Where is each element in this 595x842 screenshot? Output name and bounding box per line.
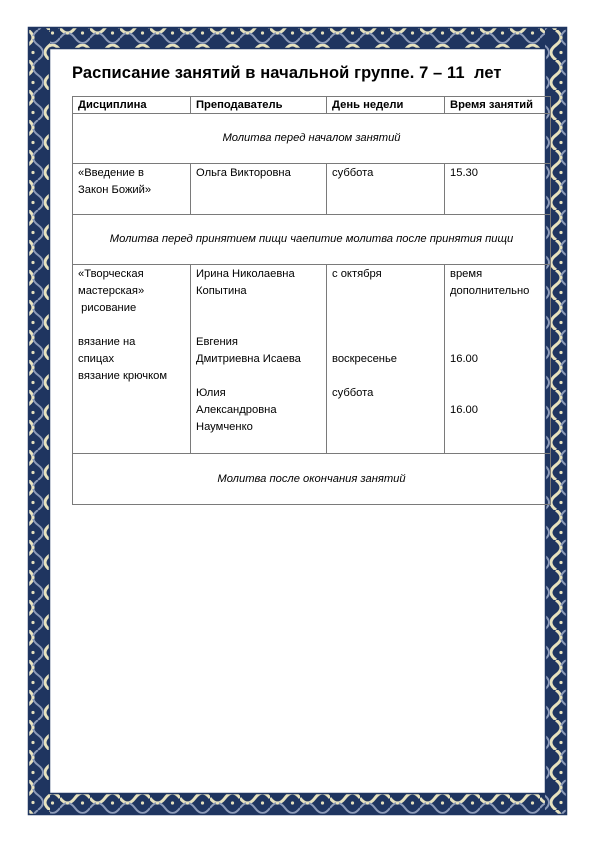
header-time: Время занятий <box>445 97 551 114</box>
teacher-line: Александровна <box>196 404 277 416</box>
time-line: 16.00 <box>450 404 478 416</box>
border-top <box>28 27 567 49</box>
discipline-cell <box>73 164 191 215</box>
schedule-table <box>72 96 551 505</box>
discipline-cell <box>73 265 191 454</box>
day-line: суббота <box>332 387 374 399</box>
teacher-line: Копытина <box>196 285 247 297</box>
table-row-creative-workshop <box>73 265 551 454</box>
teacher-cell <box>191 265 327 454</box>
table-row-prayer-before <box>73 114 551 164</box>
discipline-line: «Творческая <box>78 268 144 280</box>
time-line: дополнительно <box>450 285 530 297</box>
discipline-line: мастерская» <box>78 285 145 297</box>
time-line: 16.00 <box>450 353 478 365</box>
header-day: День недели <box>327 97 445 114</box>
table-row-law-of-god <box>73 164 551 215</box>
day-line: с октября <box>332 268 382 280</box>
prayer-after-text: Молитва после окончания занятий <box>73 454 551 505</box>
teacher-line: Евгения <box>196 336 238 348</box>
border-left <box>28 27 50 815</box>
teacher-line: Дмитриевна Исаева <box>196 353 301 365</box>
discipline-line: «Введение в <box>78 167 144 179</box>
teacher-line: Наумченко <box>196 421 253 433</box>
discipline-line: вязание крючком <box>78 370 168 382</box>
document-content <box>72 58 550 505</box>
time-cell: 15.30 <box>445 164 551 215</box>
day-line: воскресенье <box>332 353 398 365</box>
document-title: Расписание занятий в начальной группе. 7 – 11 лет <box>72 64 502 82</box>
border-bottom <box>28 793 567 815</box>
prayer-meal-text: Молитва перед принятием пищи чаепитие молитва после принятия пищи <box>73 215 551 265</box>
table-row-prayer-after <box>73 454 551 505</box>
day-cell <box>327 265 445 454</box>
header-discipline: Дисциплина <box>73 97 191 114</box>
time-cell <box>445 265 551 454</box>
teacher-cell: Ольга Викторовна <box>191 164 327 215</box>
table-header-row <box>73 97 551 114</box>
discipline-line: спицах <box>78 353 115 365</box>
discipline-line: Закон Божий» <box>78 184 152 196</box>
prayer-before-text: Молитва перед началом занятий <box>73 114 551 164</box>
header-teacher: Преподаватель <box>191 97 327 114</box>
time-line: время <box>450 268 483 280</box>
teacher-line: Ирина Николаевна <box>196 268 295 280</box>
table-row-prayer-meal <box>73 215 551 265</box>
discipline-line: вязание на <box>78 336 136 348</box>
day-cell: суббота <box>327 164 445 215</box>
discipline-line: рисование <box>78 302 137 314</box>
teacher-line: Юлия <box>196 387 226 399</box>
